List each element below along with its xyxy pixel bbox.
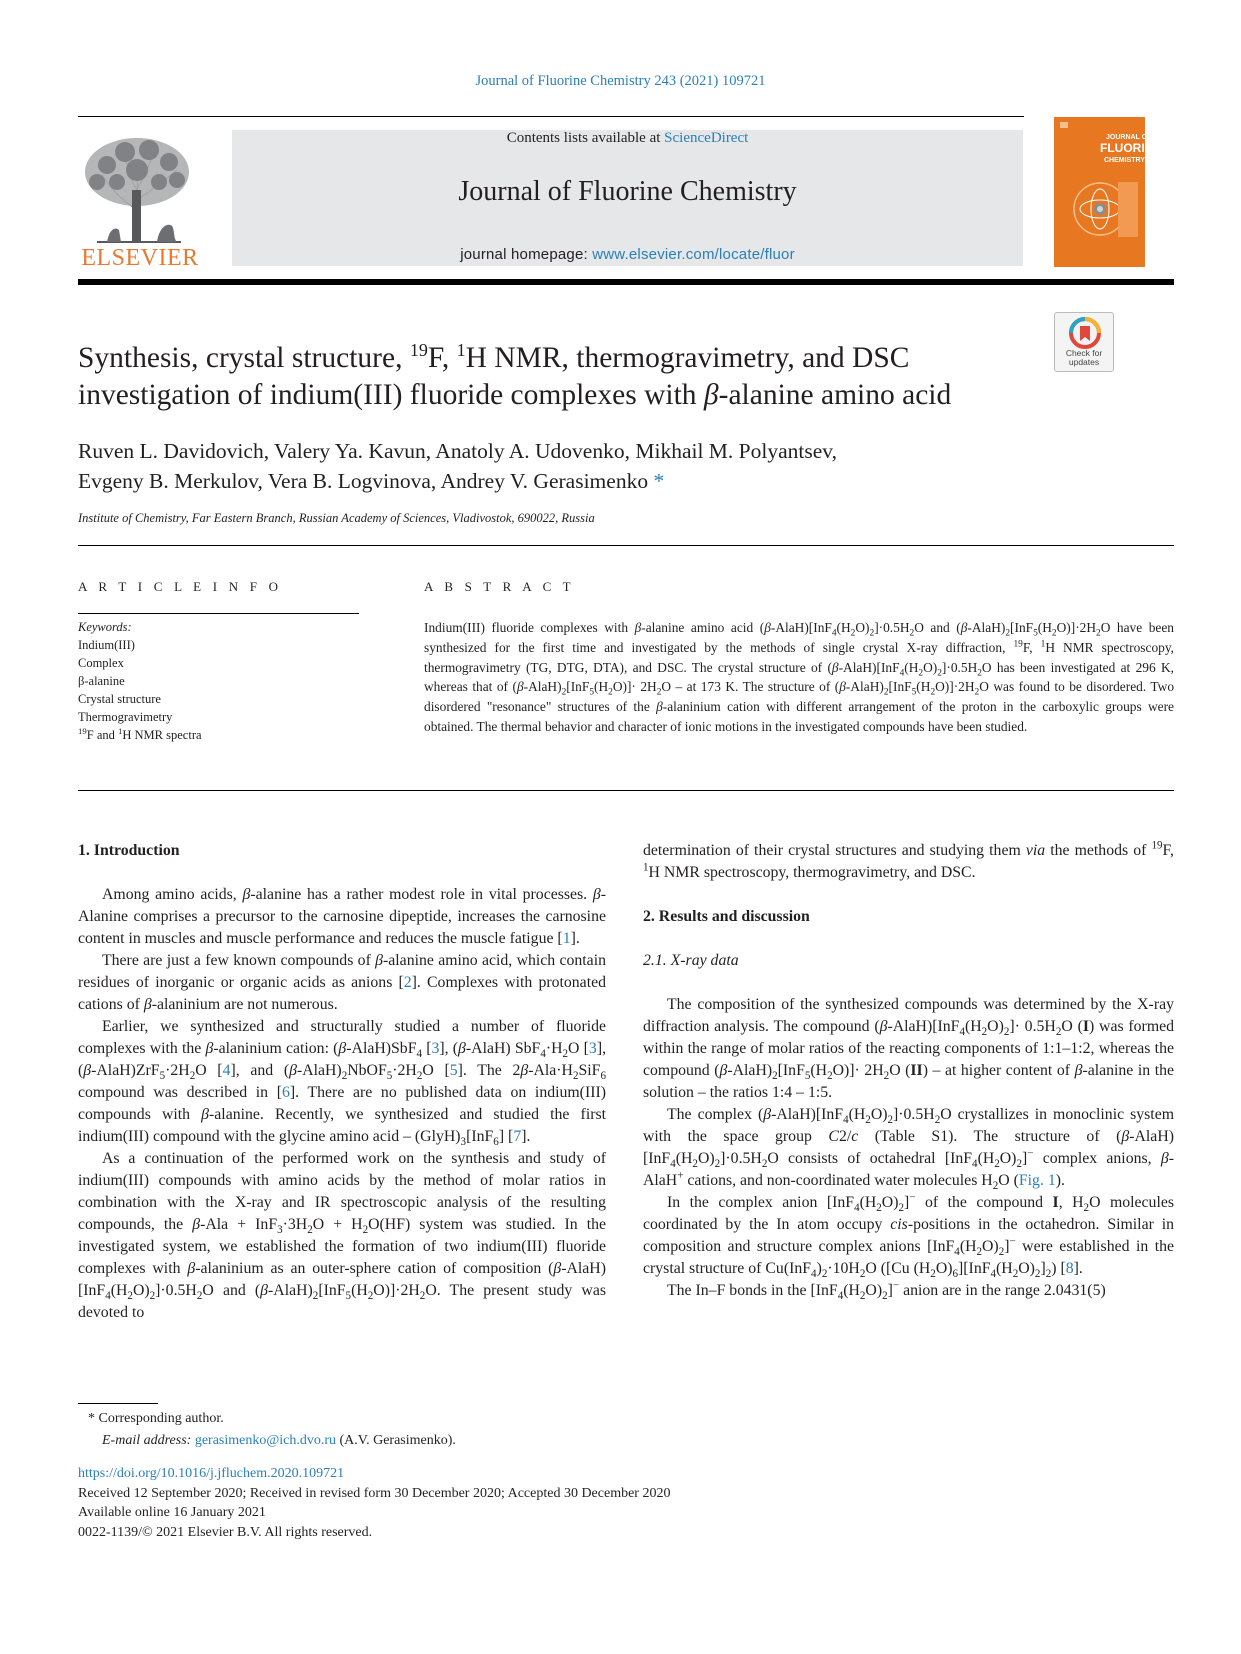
author-list [78,436,1038,496]
keyword-sup: 19 [78,725,87,736]
keyword-part: F and [86,728,118,742]
body-column-right [643,840,1174,1302]
paragraph: The complex $(\beta-AlaH)[InF_4(H_2O)_2]\cdot 0.5H_2O$ crystallizes in monoclinic system with the space group C2/c (Table S1). The structure of $(\beta-AlaH)[InF_4(H_2O)_2]\cdot 0.5H_2O$ consists of octahedral $[InF_4(H_2O)_2]^-$ complex anions, β-AlaH+ cations, and non-coordinated water molecules $H_2O$ (Fig. 1). [643,1106,1174,1193]
journal-cover-art [1054,117,1162,267]
cover-title-1: JOURNAL OF [1106,134,1152,141]
contents-line [232,130,1023,147]
body-column-left [78,840,606,1324]
footnote [78,1408,778,1452]
copyright: 0022-1139/© 2021 Elsevier B.V. All rights reserved. [78,1524,373,1540]
keyword [78,726,368,744]
title-part: investigation of indium(III) fluoride complexes with [78,379,704,411]
header-thick-rule [78,279,1174,285]
article-title [78,340,1038,414]
divider [78,790,1174,791]
keyword: Complex [78,656,124,670]
keyword: Crystal structure [78,692,161,706]
title-sup: 1 [456,340,466,361]
abstract-heading: A B S T R A C T [424,579,575,594]
keyword: Indium(III) [78,638,135,652]
divider [78,545,1174,546]
section-heading-results: 2. Results and discussion [643,908,810,925]
abstract-text: Indium(III) fluoride complexes with β-alanine amino acid $(\beta-AlaH)[InF_4(H_2O)_2]\cdot 0.5H_2O$ and $(\beta-AlaH)_2[InF_5(H_2O)]\cdot 2H_2O$ have been synthesized for the first time and investigated by the methods of single crystal X-ray diffraction, $^{19}$F, $^1$H NMR spectroscopy, thermogravimetry (TG, DTG, DTA), and DSC. The crystal structure of $(\beta-AlaH)[InF_4(H_2O)_2]\cdot 0.5H_2O$ has been investigated at 296 K, whereas that of $(\beta-AlaH)_2[InF_5(H_2O)]\cdot 2H_2O$ – at 173 K. The structure of $(\beta-AlaH)_2[InF_5(H_2O)]\cdot 2H_2O$ was found to be disordered. Two disordered "resonance" structures of the β-alaninium cation with different arrangement of the proton in the carboxylic groups were obtained. The thermal behavior and character of ionic motions in the investigated compounds have been studied. [424,620,1175,734]
homepage-line [232,246,1023,263]
check-updates-icon [1055,313,1115,353]
received-dates: Received 12 September 2020; Received in revised form 30 December 2020; Accepted 30 December 2020 [78,1485,671,1501]
paragraph: There are just a few known compounds of β-alanine amino acid, which contain residues of inorganic or organic acids as anions [2]. Complexes with protonated cations of β-alaninium are not numerous. [78,952,606,1013]
footnote-rule [78,1403,158,1404]
keyword: Thermogravimetry [78,710,173,724]
journal-citation[interactable]: Journal of Fluorine Chemistry 243 (2021) 109721 [475,73,766,89]
paragraph: As a continuation of the performed work on the synthesis and study of indium(III) compounds with amino acids by the method of molar ratios in combination with the X-ray and IR spectroscopic analysis of the resulting compounds, the $\beta-Ala + InF_3\cdot 3H_2O + H_2O(HF)$ system was studied. In the investigated system, we established the formation of two indium(III) fluoride complexes with β-alaninium as an outer-sphere cation of composition $(\beta-AlaH)[InF_4(H_2O)_2]\cdot 0.5H_2O$ and $(\beta-AlaH)_2[InF_5(H_2O)]\cdot 2H_2O$. The present study was devoted to [78,1150,607,1321]
journal-name: Journal of Fluorine Chemistry [458,176,797,207]
affiliation: Institute of Chemistry, Far Eastern Branch, Russian Academy of Sciences, Vladivostok, 690022, Russia [78,511,595,525]
email-owner: (A.V. Gerasimenko). [339,1433,456,1448]
title-sup: 19 [409,340,428,361]
title-part: H NMR, thermogravimetry, and DSC [465,342,910,374]
corresponding-author-link[interactable]: * [653,469,665,493]
title-part: -alanine amino acid [718,379,952,411]
title-part: F, [427,342,457,374]
paragraph: The composition of the synthesized compounds was determined by the X-ray diffraction analysis. The compound $(\beta-AlaH)[InF_4(H_2O)_2]\cdot 0.5H_2O$ (I) was formed within the range of molar ratios of the reacting components of 1:1–1:2, whereas the compound $(\beta-AlaH)_2[InF_5(H_2O)]\cdot 2H_2O$ (II) – at higher content of β-alanine in the solution – the ratios 1:4 – 1:5. [643,996,1175,1101]
title-beta: β [703,379,719,411]
sciencedirect-link[interactable]: ScienceDirect [664,130,749,146]
cover-title-2: FLUORINE [1100,141,1162,155]
keywords-list [78,618,368,744]
paragraph: Among amino acids, β-alanine has a rather modest role in vital processes. β-Alanine comprises a precursor to the carnosine dipeptide, increases the carnosine content in muscles and muscle performance and reduces the muscle fatigue [1]. [78,886,606,947]
corresponding-note: * Corresponding author. [88,1411,224,1426]
homepage-prefix: journal homepage: [460,246,593,263]
paragraph: Earlier, we synthesized and structurally studied a number of fluoride complexes with the β-alaninium cation: (β-AlaH)SbF$_4$ [3], (β-AlaH) $SbF_4\cdot H_2O$ [3], $(\beta-AlaH)ZrF_5\cdot 2H_2O$ [4], and $(\beta-AlaH)_2NbOF_5\cdot 2H_2O$ [5]. The $2\beta-Ala\cdot H_2SiF_6$ compound was described in [6]. There are no published data on indium(III) compounds with β-alanine. Recently, we synthesized and studied the first indium(III) compound with the glycine amino acid – $(GlyH)_3[InF_6]$ [7]. [78,1018,607,1149]
keyword-part: H NMR spectra [122,728,202,742]
contents-prefix: Contents lists available at [506,130,665,146]
paragraph: In the complex anion $[InF_4(H_2O)_2]^-$ of the compound I, $H_2O$ molecules coordinated by the In atom occupy cis-positions in the octahedron. Similar in composition and structure complex anions $[InF_4(H_2O)_2]^-$ were established in the crystal structure of $Cu(InF_4)_2\cdot 10H_2O$ ([Cu $(H_2O)_6][InF_4(H_2O)_2]_2$) [8]. [643,1191,1175,1281]
homepage-link[interactable]: www.elsevier.com/locate/fluor [592,246,795,263]
title-part: Synthesis, crystal structure, [78,342,410,374]
email-label: E-mail address: [102,1433,192,1448]
top-rule [78,116,1024,117]
publication-info [78,1464,978,1542]
authors-line-2: Evgeny B. Merkulov, Vera B. Logvinova, Andrey V. Gerasimenko [78,469,649,493]
keyword-sup: 1 [118,725,123,736]
keywords-title: Keywords: [78,620,132,634]
email-link[interactable]: gerasimenko@ich.dvo.ru [194,1433,337,1448]
article-info-heading: A R T I C L E I N F O [78,579,283,594]
keyword: β-alanine [78,674,125,688]
check-updates-label: Check for updates [1065,348,1103,367]
available-online: Available online 16 January 2021 [78,1505,266,1520]
divider [78,613,359,614]
email-line [78,1430,778,1452]
elsevier-wordmark: ELSEVIER [81,245,199,271]
doi-link[interactable]: https://doi.org/10.1016/j.jfluchem.2020.109721 [78,1466,345,1481]
cover-title-3: CHEMISTRY [1104,157,1145,164]
journal-cover[interactable] [1054,117,1162,267]
paragraph: determination of their crystal structures and studying them via the methods of $^{19}$F, $^1$H NMR spectroscopy, thermogravimetry, and DSC. [643,839,1174,881]
authors-line-1: Ruven L. Davidovich, Valery Ya. Kavun, Anatoly A. Udovenko, Mikhail M. Polyantsev, [78,439,838,463]
subsection-heading-xray: 2.1. X-ray data [643,952,739,969]
section-heading-introduction: 1. Introduction [78,842,180,859]
paragraph: The In–F bonds in the $[InF_4(H_2O)_2]^-$ anion are in the range 2.0431(5) [667,1279,1106,1303]
